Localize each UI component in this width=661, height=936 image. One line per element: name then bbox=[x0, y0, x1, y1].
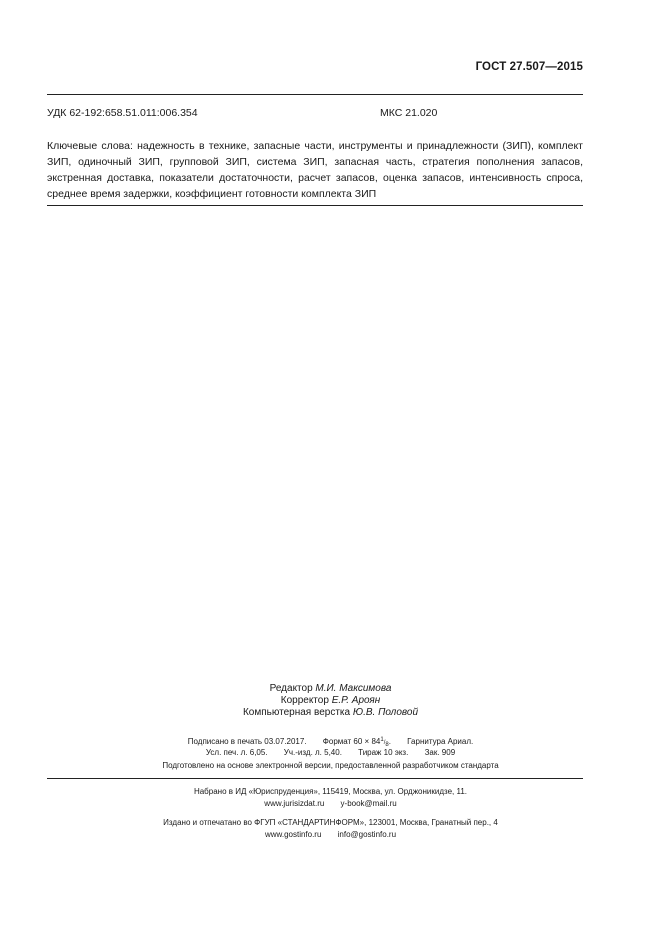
editor-label: Редактор bbox=[269, 683, 313, 694]
mks-code: МКС 21.020 bbox=[380, 107, 438, 119]
editor-line bbox=[0, 683, 661, 696]
printed-contacts bbox=[0, 828, 661, 841]
typeface: Гарнитура Ариал. bbox=[407, 737, 474, 746]
corrector-line bbox=[0, 695, 661, 708]
circulation: Тираж 10 экз. bbox=[358, 748, 409, 757]
signed-date: Подписано в печать 03.07.2017. bbox=[187, 737, 307, 746]
standard-code: ГОСТ 27.507—2015 bbox=[475, 61, 583, 73]
keywords-divider bbox=[47, 205, 583, 206]
layout-line bbox=[0, 707, 661, 720]
imprint-divider bbox=[47, 778, 583, 779]
printed-line: Издано и отпечатано во ФГУП «СТАНДАРТИНФОРМ», 123001, Москва, Гранатный пер., 4 bbox=[163, 818, 498, 827]
typeset-website-link[interactable]: www.jurisizdat.ru bbox=[264, 799, 325, 808]
udk-code: УДК 62-192:658.51.011:006.354 bbox=[47, 107, 198, 119]
prepared-note: Подготовлено на основе электронной версии, предоставленной разработчиком стандарта bbox=[162, 761, 499, 770]
top-divider bbox=[47, 94, 583, 95]
layout-label: Компьютерная верстка bbox=[242, 707, 351, 718]
editor-name: М.И. Максимова bbox=[315, 683, 392, 694]
publisher-sheets: Уч.-изд. л. 5,40. bbox=[283, 748, 342, 757]
typeset-contacts bbox=[0, 797, 661, 810]
order-number: Зак. 909 bbox=[424, 748, 456, 757]
print-sheets: Усл. печ. л. 6,05. bbox=[205, 748, 268, 757]
print-sheets-line bbox=[0, 746, 661, 759]
format-fraction-denominator: 8 bbox=[385, 742, 389, 748]
typeset-email-link[interactable]: y-book@mail.ru bbox=[340, 799, 397, 808]
typeset-line: Набрано в ИД «Юриспруденция», 115419, Москва, ул. Орджоникидзе, 11. bbox=[193, 787, 468, 796]
format-fraction-numerator: 1 bbox=[380, 737, 384, 743]
layout-name: Ю.В. Половой bbox=[352, 707, 419, 718]
keywords-paragraph: Ключевые слова: надежность в технике, запасные части, инструменты и принадлежности (ЗИП), комплект ЗИП, одиночный ЗИП, групповой ЗИП, система ЗИП, запасная часть, стратегия пополнения запасов, экстренная доставка, показатели достаточности, расчет запасов, оценка запасов, интенсивность спроса, среднее время задержки, коэффициент готовности комплекта ЗИП bbox=[47, 140, 583, 200]
corrector-name: Е.Р. Ароян bbox=[331, 695, 381, 706]
printed-email-link[interactable]: info@gostinfo.ru bbox=[337, 830, 397, 839]
paper-format: Формат $60 \times 84^1/_8$. bbox=[322, 737, 391, 748]
corrector-label: Корректор bbox=[280, 695, 329, 706]
printed-website-link[interactable]: www.gostinfo.ru bbox=[264, 830, 322, 839]
